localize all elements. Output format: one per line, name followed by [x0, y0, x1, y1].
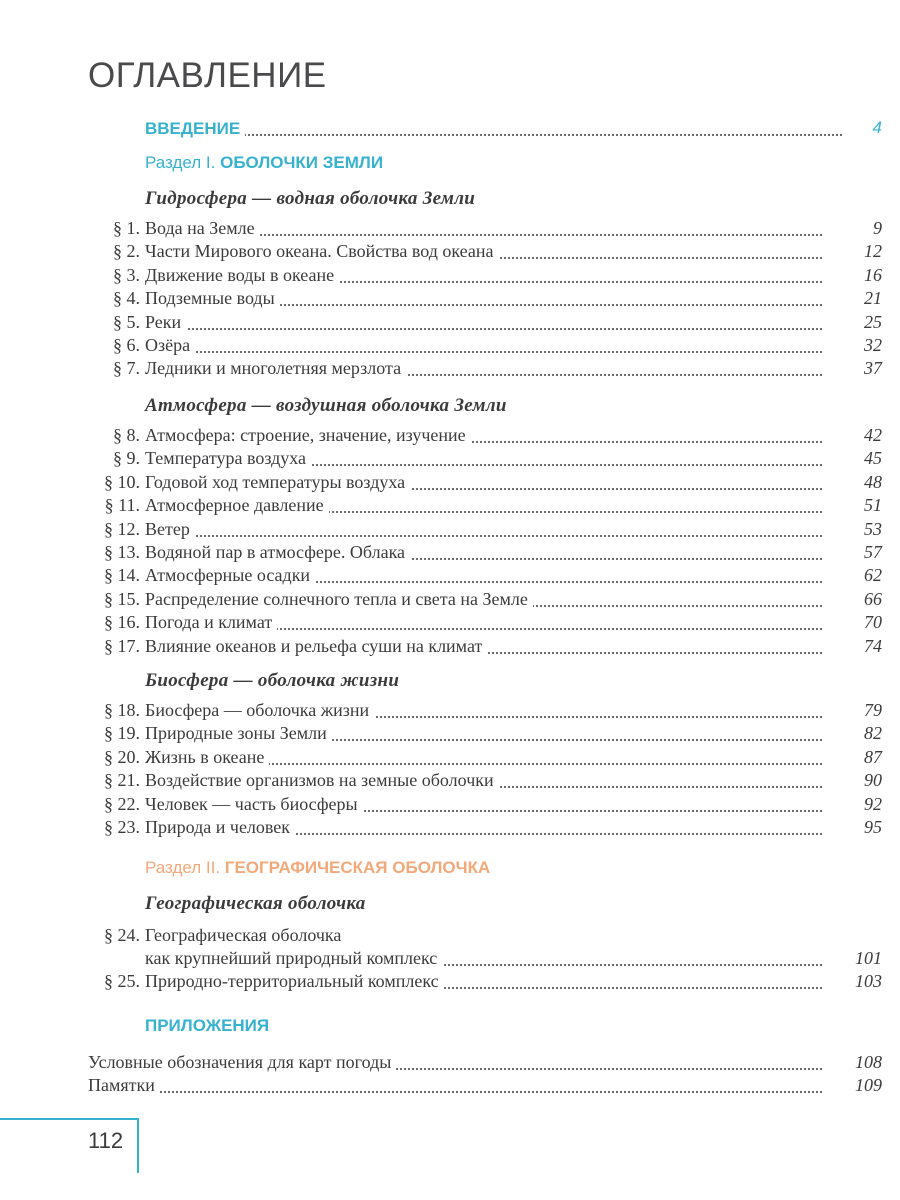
paragraph-number: § 25. [104, 971, 140, 991]
leader-dots [145, 351, 822, 353]
toc-entry[interactable] [88, 745, 882, 769]
toc-entry[interactable] [88, 216, 882, 240]
paragraph-number: § 4. [113, 288, 140, 309]
paragraph-number: § 13. [104, 542, 140, 562]
entry-title: Памятки [88, 1075, 160, 1095]
toc-entry[interactable] [88, 1073, 882, 1097]
page-number: 21 [864, 288, 882, 309]
entry-title-line1: Географическая оболочка [145, 925, 342, 945]
page-number: 45 [864, 448, 882, 469]
page-folio: 112 [88, 1128, 124, 1153]
page-number: 32 [864, 335, 882, 355]
entry-title: Жизнь в океане [145, 747, 269, 767]
section-2-heading: Раздел II. ГЕОГРАФИЧЕСКАЯ ОБОЛОЧКА [145, 858, 491, 877]
entry-title: Распределение солнечного тепла и света на Земле [145, 589, 533, 609]
leader-dots [145, 535, 822, 537]
page-number: 82 [864, 723, 882, 744]
paragraph-number: § 9. [113, 448, 140, 469]
toc-entry[interactable] [88, 792, 882, 816]
toc-entry[interactable] [88, 493, 882, 517]
paragraph-number: § 22. [104, 793, 140, 814]
entry-title: Подземные воды [145, 288, 280, 308]
toc-entry[interactable] [88, 470, 882, 494]
toc-entry-intro[interactable] [88, 116, 882, 140]
entry-title: Ветер [145, 519, 195, 539]
entry-title: Воздействие организмов на земные оболочки [145, 770, 499, 790]
page-number: 87 [864, 746, 882, 767]
page-number: 101 [855, 948, 882, 968]
page-number: 70 [864, 612, 882, 633]
page-number: 25 [864, 311, 882, 332]
page-number: 95 [864, 817, 882, 837]
paragraph-number: § 7. [113, 358, 140, 379]
entry-title: Температура воздуха [145, 448, 311, 468]
page-number: 16 [864, 264, 882, 285]
page-title: ОГЛАВЛЕНИЕ [88, 56, 327, 95]
entry-title: Ледники и многолетняя мерзлота [145, 358, 406, 378]
entry-title: Движение воды в океане [145, 265, 339, 285]
subsection-geographic-envelope: Географическая оболочка [145, 893, 366, 914]
toc-entry[interactable] [88, 587, 882, 611]
paragraph-number: § 11. [104, 495, 140, 516]
entry-title: Годовой ход температуры воздуха [145, 472, 410, 492]
page-number: 48 [864, 471, 882, 492]
paragraph-number: § 6. [113, 335, 140, 355]
subsection-hydrosphere: Гидросфера — водная оболочка Земли [145, 188, 476, 209]
appendix-heading: ПРИЛОЖЕНИЯ [145, 1016, 270, 1035]
entry-title: Природные зоны Земли [145, 723, 332, 743]
toc-entry[interactable] [88, 286, 882, 310]
page-number: 74 [864, 635, 882, 656]
toc-entry[interactable] [88, 721, 882, 745]
entry-title: Атмосфера: строение, значение, изучение [145, 425, 471, 445]
entry-title: Влияние океанов и рельефа суши на климат [145, 636, 487, 656]
page-number: 9 [873, 218, 882, 238]
leader-dots [145, 328, 822, 330]
paragraph-number: § 21. [104, 770, 140, 791]
entry-title: Условные обозначения для карт погоды [88, 1052, 396, 1072]
page-number: 109 [855, 1075, 882, 1096]
toc-entry[interactable] [88, 634, 882, 658]
toc-entry[interactable] [88, 517, 882, 541]
entry-title: Атмосферное давление [145, 495, 329, 515]
page-number: 12 [864, 241, 882, 262]
paragraph-number: § 5. [113, 311, 140, 332]
page-number: 51 [864, 495, 882, 516]
paragraph-number: § 16. [104, 612, 140, 633]
paragraph-number: § 3. [113, 264, 140, 285]
paragraph-number: § 15. [104, 588, 140, 609]
toc-entry-24-line2[interactable] [88, 946, 882, 970]
section-1-heading: Раздел I. ОБОЛОЧКИ ЗЕМЛИ [145, 153, 384, 172]
page-number: 103 [855, 971, 882, 991]
entry-title: Биосфера — оболочка жизни [145, 700, 374, 720]
toc-entry[interactable] [88, 263, 882, 287]
paragraph-number: § 10. [104, 471, 140, 492]
entry-title: Человек — часть биосферы [145, 794, 363, 814]
toc-entry[interactable] [88, 356, 882, 380]
paragraph-number: § 1. [113, 218, 140, 238]
toc-entry[interactable] [88, 1050, 882, 1074]
subsection-atmosphere: Атмосфера — воздушная оболочка Земли [145, 395, 507, 416]
paragraph-number: § 8. [113, 425, 140, 445]
toc-entry[interactable] [88, 446, 882, 470]
leader-dots [145, 134, 842, 136]
entry-title: Водяной пар в атмосфере. Облака [145, 542, 410, 562]
folio-rule-vertical [137, 1118, 139, 1173]
entry-title: Природно-территориальный комплекс [145, 971, 444, 991]
entry-title: Вода на Земле [145, 218, 260, 238]
leader-dots [88, 1091, 822, 1093]
page-number: 57 [864, 542, 882, 562]
paragraph-number: § 14. [104, 565, 140, 586]
page-number: 92 [864, 793, 882, 814]
toc-entry[interactable] [88, 333, 882, 357]
paragraph-number: § 18. [104, 700, 140, 720]
entry-title: Природа и человек [145, 817, 295, 837]
paragraph-number: § 24. [104, 925, 140, 945]
paragraph-number: § 17. [104, 635, 140, 656]
paragraph-number: § 20. [104, 746, 140, 767]
toc-entry[interactable] [88, 610, 882, 634]
entry-title-line2: как крупнейший природный комплекс [145, 948, 442, 968]
toc-entry[interactable] [88, 239, 882, 263]
toc-entry[interactable] [88, 563, 882, 587]
toc-entry[interactable] [88, 540, 882, 564]
paragraph-number: § 12. [104, 518, 140, 539]
toc-entry[interactable] [88, 768, 882, 792]
entry-title: Погода и климат [145, 612, 277, 632]
page-number: 37 [864, 358, 882, 379]
entry-title: Части Мирового океана. Свойства вод океана [145, 241, 499, 261]
toc-entry-24-line1[interactable] [88, 923, 882, 947]
toc-entry[interactable] [88, 698, 882, 722]
entry-title: Реки [145, 312, 186, 332]
toc-entry-25[interactable] [88, 969, 882, 993]
toc-entry[interactable] [88, 423, 882, 447]
page-number: 53 [864, 518, 882, 539]
subsection-biosphere: Биосфера — оболочка жизни [145, 670, 400, 691]
page-number: 79 [864, 700, 882, 720]
entry-title: Атмосферные осадки [145, 565, 315, 585]
page-number: 62 [864, 565, 882, 586]
page-number: 4 [872, 118, 882, 137]
toc-entry[interactable] [88, 815, 882, 839]
entry-title: Озёра [145, 335, 195, 355]
paragraph-number: § 19. [104, 723, 140, 744]
page-number: 66 [864, 588, 882, 609]
page-number: 42 [864, 425, 882, 445]
paragraph-number: § 23. [104, 817, 140, 837]
intro-label: ВВЕДЕНИЕ [145, 119, 245, 138]
paragraph-number: § 2. [113, 241, 140, 262]
toc-entry[interactable] [88, 310, 882, 334]
folio-rule-horizontal [0, 1118, 138, 1120]
page-number: 108 [855, 1052, 882, 1072]
page-number: 90 [864, 770, 882, 791]
